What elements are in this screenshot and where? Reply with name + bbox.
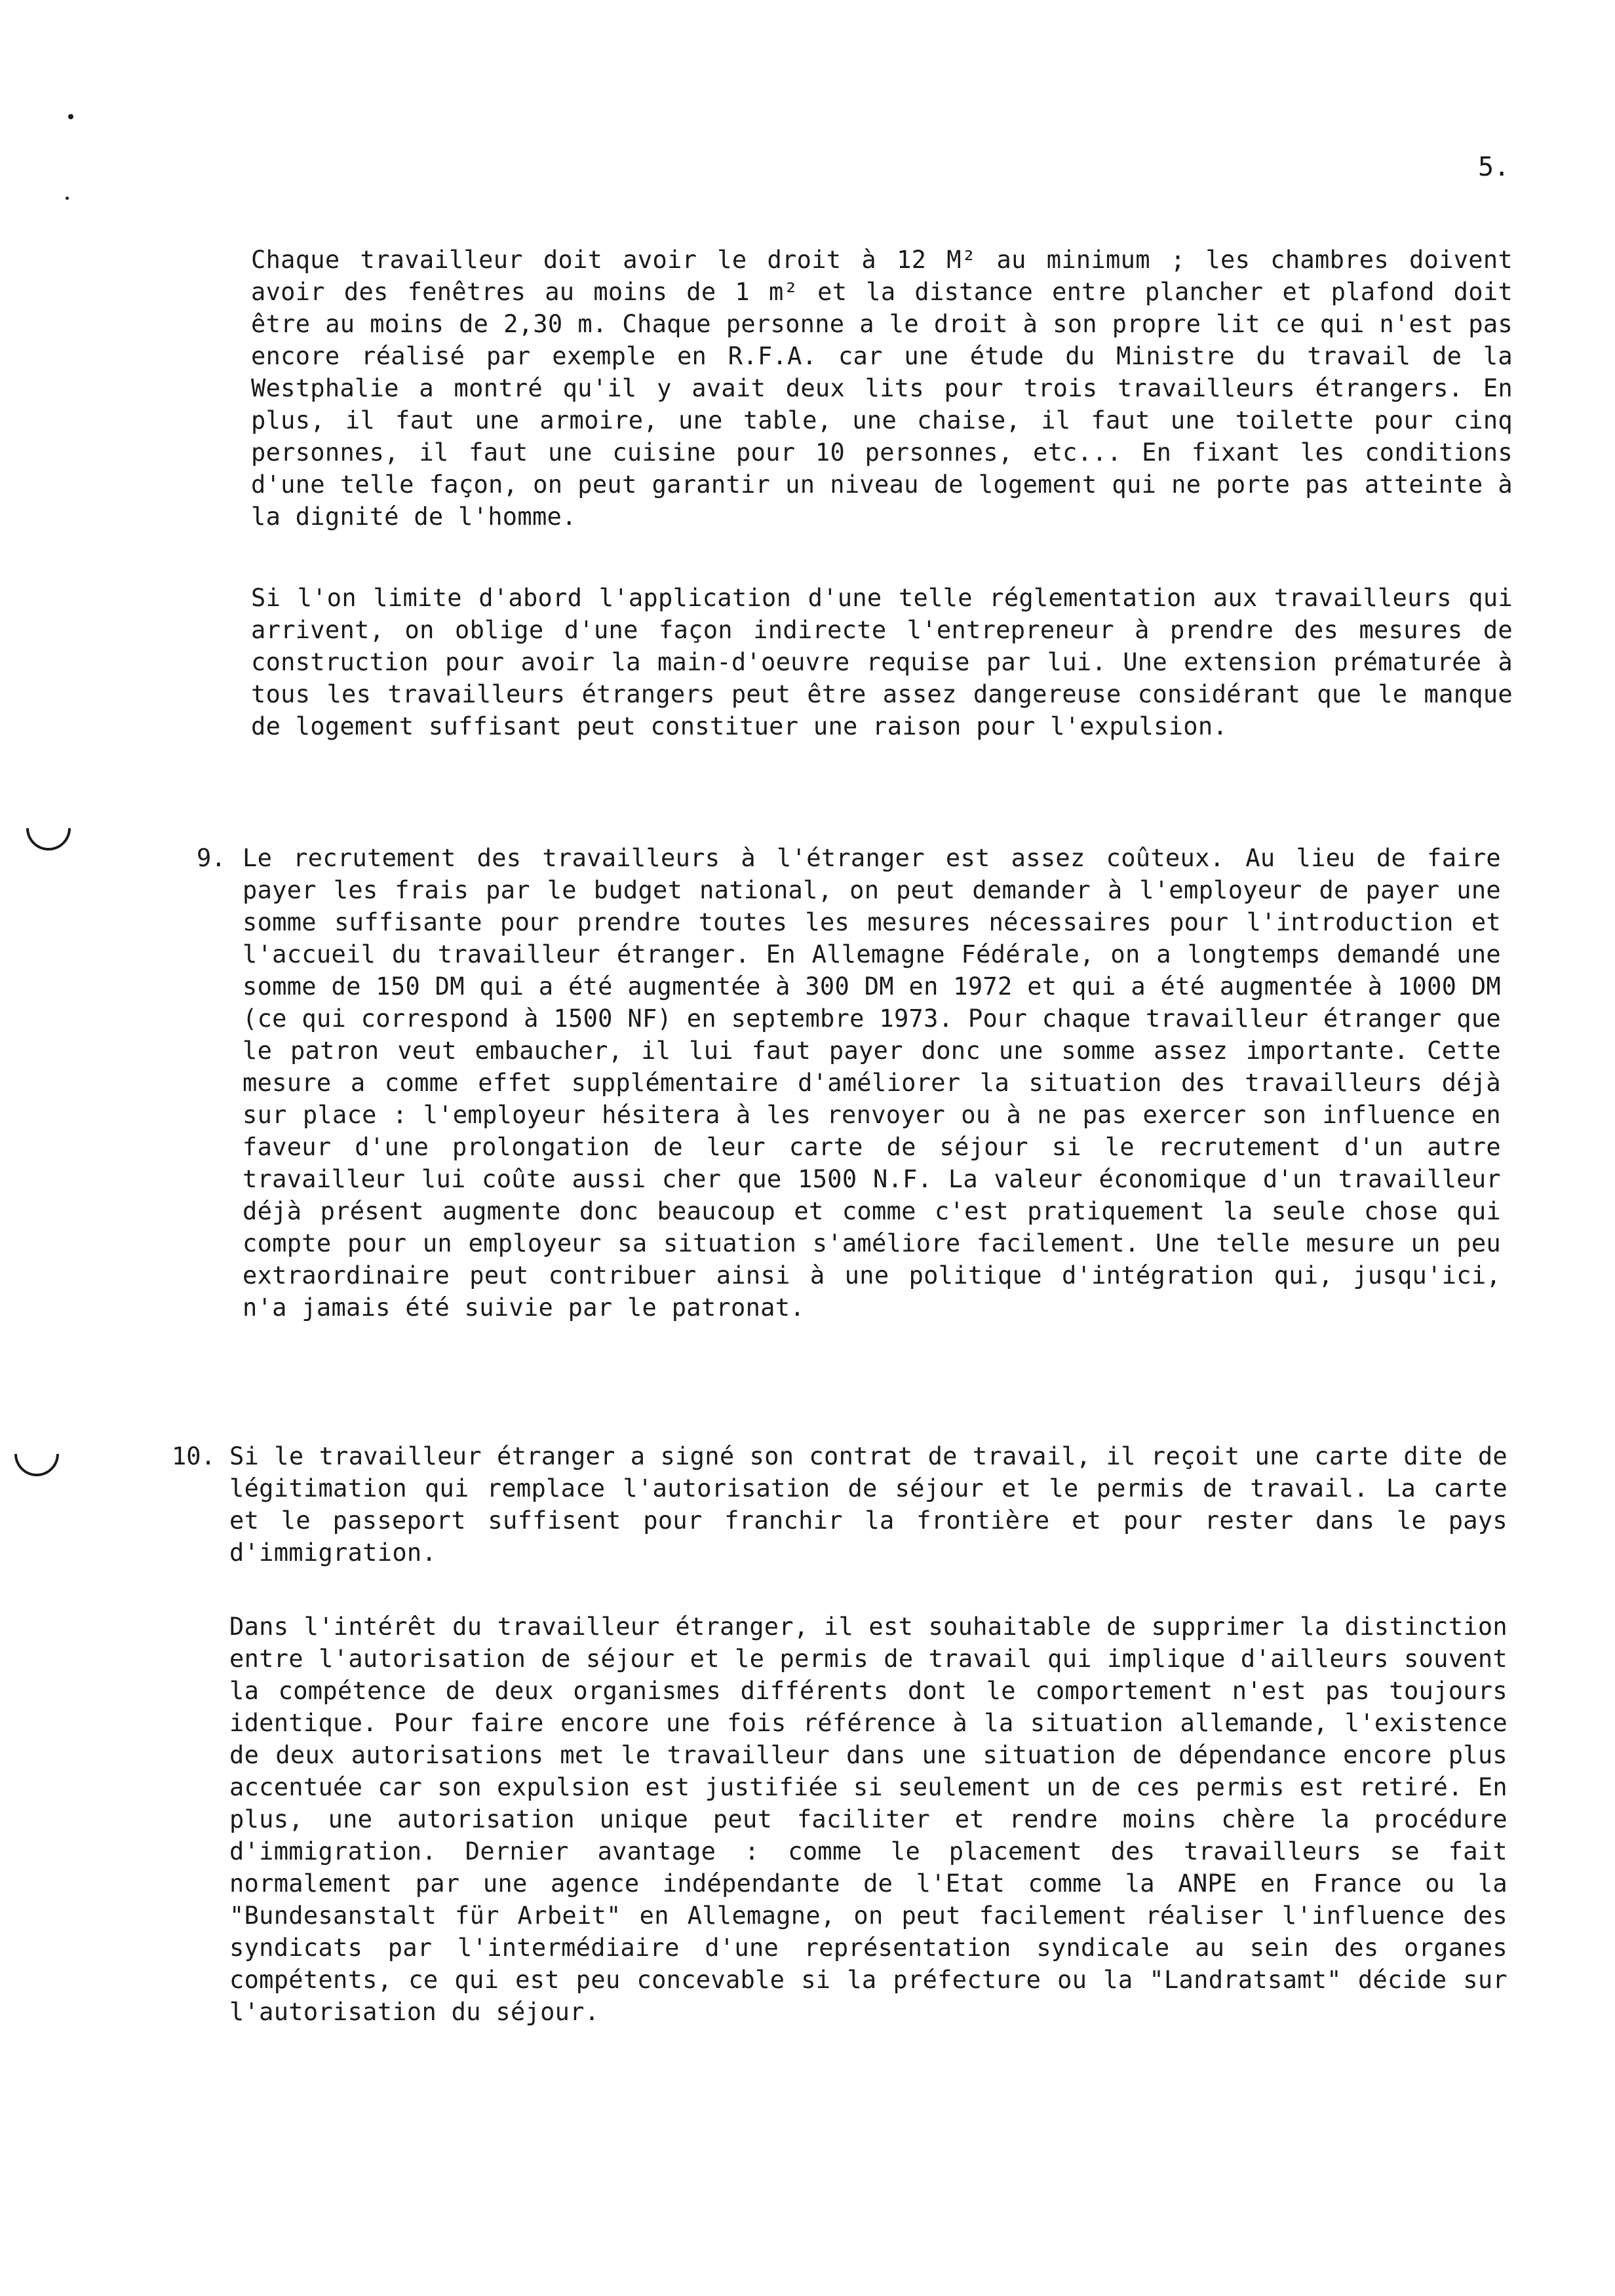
intro-paragraph-1: Chaque travailleur doit avoir le droit à 12 M² au minimum ; les chambres doivent avoir des fenêtres au moins de 1 m² et la distance entre plancher et plafond doit être au moins de 2,30 m. Chaque personne a le droit à son propre lit ce qui n'est pas encore réalisé par exemple en R.F.A. car une étude du Ministre du travail de la Westphalie a montré qu'il y avait deux lits pour trois travailleurs étrangers. En plus, il faut une armoire, une table, une chaise, il faut une toilette pour cinq personnes, il faut une cuisine pour 10 personnes, etc... En fixant les conditions d'une telle façon, on peut garantir un niveau de logement qui ne porte pas atteinte à la dignité de l'homme.: [251, 246, 1513, 531]
intro-paragraph-2: Si l'on limite d'abord l'application d'une telle réglementation aux travailleurs qui arrivent, on oblige d'une façon indirecte l'entrepreneur à prendre des mesures de construction pour avoir la main-d'oeuvre requise par lui. Une extension prématurée à tous les travailleurs étrangers peut être assez dangereuse considérant que le manque de logement suffisant peut constituer une raison pour l'expulsion.: [251, 584, 1513, 740]
page-number: 5.: [1478, 152, 1510, 182]
item-10-number: 10.: [172, 1442, 216, 1470]
item-9-number: 9.: [197, 844, 226, 872]
margin-dot-second: [66, 197, 69, 200]
item-10-text: Si le travailleur étranger a signé son contrat de travail, il reçoit une carte dite de légitimation qui remplace l'autorisation de séjour et le permis de travail. La carte et le passeport suffisent pour franchir la frontière et pour rester dans le pays d'immigration.: [229, 1442, 1508, 1567]
margin-dot-top: [68, 114, 73, 119]
item-10-paragraph-2: Dans l'intérêt du travailleur étranger, il est souhaitable de supprimer la distinction entre l'autorisation de séjour et le permis de travail qui implique d'ailleurs souvent la compétence de deux organismes différents dont le comportement n'est pas toujours identique. Pour faire encore une fois référence à la situation allemande, l'existence de deux autorisations met le travailleur dans une situation de dépendance encore plus accentuée car son expulsion est justifiée si seulement un de ces permis est retiré. En plus, une autorisation unique peut faciliter et rendre moins chère la procédure d'immigration. Dernier avantage : comme le placement des travailleurs se fait normalement par une agence indépendante de l'Etat comme la ANPE en France ou la "Bundesanstalt für Arbeit" en Allemagne, on peut facilement réaliser l'influence des syndicats par l'intermédiaire d'une représentation syndicale au sein des organes compétents, ce qui est peu concevable si la préfecture ou la "Landratsamt" décide sur l'autorisation du séjour.: [229, 1613, 1508, 2026]
item-9-text: Le recrutement des travailleurs à l'étranger est assez coûteux. Au lieu de faire payer les frais par le budget national, on peut demander à l'employeur de payer une somme suffisante pour prendre toutes les mesures nécessaires pour l'introduction et l'accueil du travailleur étranger. En Allemagne Fédérale, on a longtemps demandé une somme de 150 DM qui a été augmentée à 300 DM en 1972 et qui a été augmentée à 1000 DM (ce qui correspond à 1500 NF) en septembre 1973. Pour chaque travailleur étranger que le patron veut embaucher, il lui faut payer donc une somme assez importante. Cette mesure a comme effet supplémentaire d'améliorer la situation des travailleurs déjà sur place : l'employeur hésitera à les renvoyer ou à ne pas exercer son influence en faveur d'une prolongation de leur carte de séjour si le recrutement d'un autre travailleur lui coûte aussi cher que 1500 N.F. La valeur économique d'un travailleur déjà présent augmente donc beaucoup et comme c'est pratiquement la seule chose qui compte pour un employeur sa situation s'améliore facilement. Une telle mesure un peu extraordinaire peut contribuer ainsi à une politique d'intégration qui, jusqu'ici, n'a jamais été suivie par le patronat.: [243, 844, 1501, 1322]
margin-bracket-2: [5, 1423, 68, 1485]
margin-bracket-1: [17, 797, 80, 860]
